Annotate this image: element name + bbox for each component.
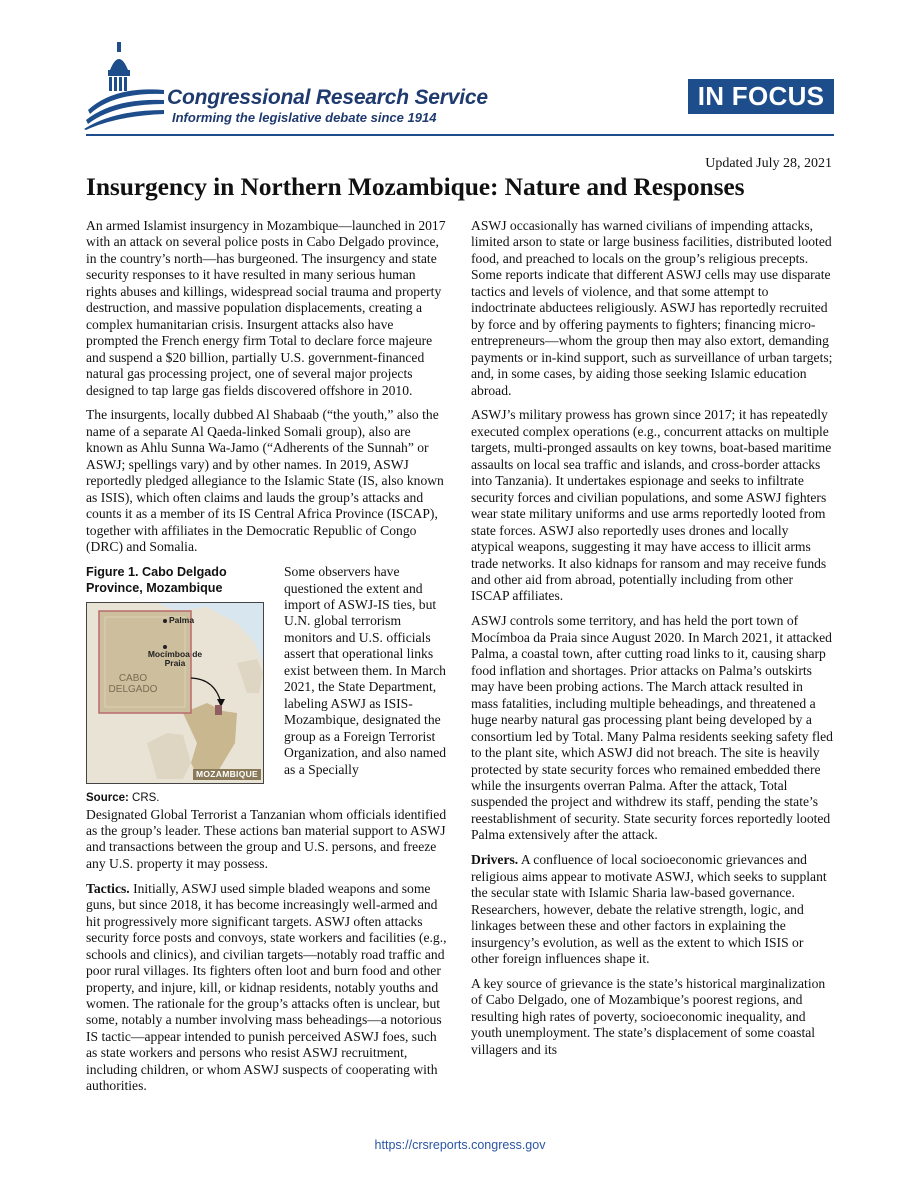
paragraph-text: Initially, ASWJ used simple bladed weapons and some guns, but since 2018, it has become increasingly well-armed and hit progressively more significant targets. ASWJ often attacks security force posts and convoys, state workers and facilities (e.g., schools and clinics), and civilian targets—notably road traffic and poor rural villages. Its fighters often loot and burn food and other property, and injure, kill, or kidnap residents, notably youths and women. The rationale for the group’s attacks often is unclear, but some, notably a number involving mass beheadings—a notorious IS tactic—appear intended to punish perceived ASWJ foes, such as state workers and persons who resist ASWJ recruitment, including children, or whom ASWJ suspects of cooperating with authorities. (86, 880, 447, 1094)
figure-1 (86, 564, 264, 806)
capitol-dome-icon (84, 40, 164, 130)
figure-source (86, 790, 264, 806)
map-label-palma: Palma (169, 615, 195, 626)
map-image (86, 602, 264, 784)
left-column (86, 218, 448, 1103)
page-title: Insurgency in Northern Mozambique: Nature and Responses (86, 172, 745, 201)
org-name: Congressional Research Service (167, 86, 488, 109)
map-label-province: CABO DELGADO (108, 673, 158, 696)
paragraph: ASWJ controls some territory, and has held the port town of Mocímboa da Praia since August 2020. In March 2021, it attacked Palma, a coastal town, after cutting road links to it, causing sharp food inflation and shortages. Prior attacks on Palma’s outskirts may have been probing actions. The March attack resulted in mass fatalities, including multiple beheadings, and threatened a huge nearby natural gas processing plant being developed by a consortium led by Total. Many Palma residents seeking safety fled to the plant site, which ASWJ did not breach. The site is heavily protected by state security forces who remained embedded there while the insurgents overran Palma. After the attack, Total suspended the project and withdrew its staff, pending the state’s reestablishment of security. State security forces reportedly looted Palma extensively after the attack. (471, 613, 833, 843)
in-focus-badge: IN FOCUS (688, 79, 834, 114)
footer-link[interactable]: https://crsreports.congress.gov (374, 1138, 546, 1152)
crs-header (0, 0, 920, 140)
paragraph-text: A confluence of local socioeconomic grievances and religious aims appear to motivate ASWJ, which seeks to supplant the secular state with Islamic Sharia law-based governance. Researchers, however, debate the relative strength, logic, and linkages between these and other factors in explaining the insurgency’s evolution, as well as the extent to which ISIS or other foreign influences shape it. (471, 852, 827, 966)
paragraph (86, 881, 448, 1095)
right-column (471, 218, 833, 1067)
paragraph: ASWJ occasionally has warned civilians of impending attacks, limited arson to state or large business facilities, distributed looted food, and preached to locals on the group’s religious precepts. Some reports indicate that different ASWJ cells may use disparate tactics and levels of violence, and that some attempt to indoctrinate abductees religiously. ASWJ has reportedly recruited by force and by offering payments to fighters; financing micro-entrepreneurs—whom the group then may also extort, demanding payments or in-kind support, such as surveillance of urban targets; and, in some cases, by aiding those seeking Islamic education abroad. (471, 218, 833, 398)
org-tagline: Informing the legislative debate since 1914 (172, 110, 437, 125)
paragraph: Some observers have questioned the extent and import of ASWJ-IS ties, but U.N. global terrorism monitors and U.S. officials assert that operational links exist between them. In March 2021, the State Department, labeling ASWJ as ISIS-Mozambique, designated the group as a Foreign Terrorist Organization, and also named as a Specially (284, 564, 447, 777)
figure-title: Figure 1. Cabo Delgado Province, Mozambique (86, 565, 227, 596)
section-lead: Tactics. (86, 880, 130, 896)
section-lead: Drivers. (471, 852, 519, 868)
paragraph: An armed Islamist insurgency in Mozambique—launched in 2017 with an attack on several police posts in Cabo Delgado province, in the country’s north—has burgeoned. The insurgency and state security responses to it have resulted in many serious human rights abuses and killings, widespread social trauma and property destruction, and massive population displacements, creating a complex humanitarian crisis. Insurgent attacks also have prompted the French energy firm Total to declare force majeure and suspend a $20 billion, partially U.S. government-financed natural gas processing project, one of several major projects designed to tap large gas fields discovered offshore in 2010. (86, 218, 446, 398)
source-text: CRS. (128, 792, 160, 805)
map-label-country: MOZAMBIQUE (193, 769, 261, 780)
updated-date: Updated July 28, 2021 (705, 156, 832, 171)
map-label-mocimboa: Mocímboa de Praia (147, 649, 203, 669)
paragraph (471, 852, 833, 967)
figure-row (86, 564, 448, 806)
header-rule (86, 134, 834, 136)
paragraph: The insurgents, locally dubbed Al Shabaab (“the youth,” also the name of a separate Al Qaeda-linked Somali group), also are known as Ahlu Sunna Wa-Jamo (“Adherents of the Sunnah” or ASWJ; spellings vary) and by other names. In 2019, ASWJ reportedly pledged allegiance to the Islamic State (IS, also known as ISIS), which often claims and lauds the group’s attacks and counts it as a member of its IS Central Africa Province (ISCAP), together with affiliates in the Democratic Republic of Congo (DRC) and Somalia. (86, 407, 444, 555)
paragraph: A key source of grievance is the state’s historical marginalization of Cabo Delgado, one of Mozambique’s poorest regions, and resulting high rates of poverty, socioeconomic inequality, and youth unemployment. The state’s displacement of some coastal villagers and its (471, 975, 826, 1057)
source-label: Source: (86, 792, 129, 805)
paragraph: Designated Global Terrorist a Tanzanian whom officials identified as the group’s leader. These actions ban material support to ASWJ and transactions between the group and U.S. persons, and freeze any U.S. property it may possess. (86, 806, 447, 871)
paragraph: ASWJ’s military prowess has grown since 2017; it has repeatedly executed complex operations (e.g., concurrent attacks on multiple targets, multi-pronged assaults on key towns, boat-based maritime assaults on local sea traffic and islands, and cross-border attacks into Tanzania). It undertakes espionage and seeks to infiltrate security forces and civilian populations, and some ASWJ fighters wear state military uniforms and use arms reportedly looted from state forces. ASWJ also reportedly uses drones and locally atypical weapons, suggesting it may have access to illicit arms trade networks. It also kidnaps for ransom and may receive funds and other aid from abroad, potentially including from other ISCAP affiliates. (471, 407, 832, 604)
